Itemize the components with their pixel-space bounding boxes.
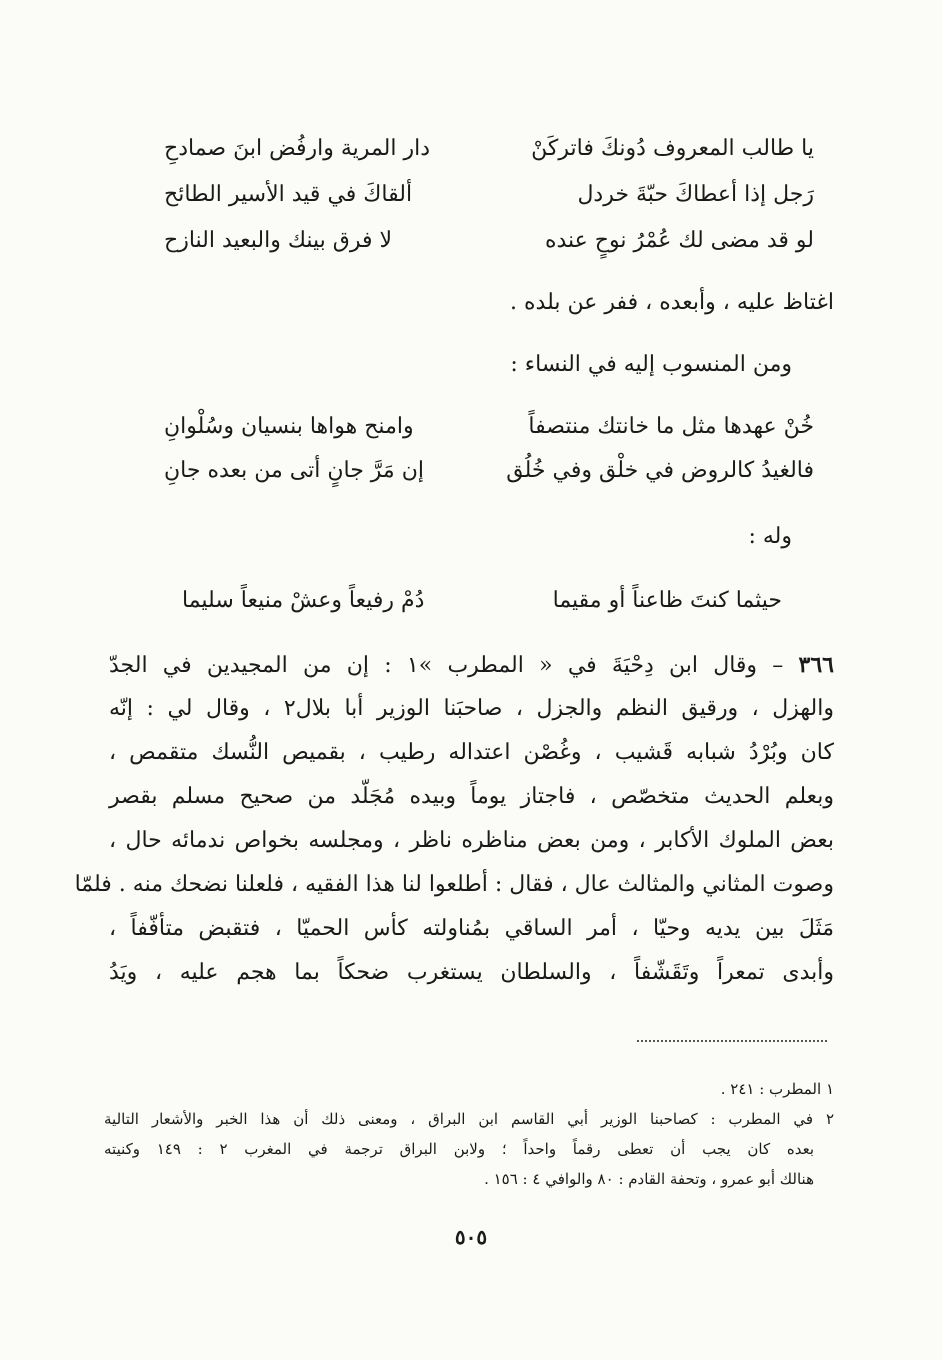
footnote-2-cont: بعده كان يجب أن تعطى رقماً واحداً ؛ ولابن البراق ترجمة في المغرب ٢ : ١٤٩ وكنيته bbox=[104, 1140, 814, 1158]
page-number: ٥٠٥ bbox=[454, 1225, 488, 1249]
paragraph-line: وأبدى تمعراً وتَقَشّفاً ، والسلطان يستغرب ضحكاً بما هجم عليه ، ويَدُ bbox=[109, 960, 834, 985]
poem1-verse-2 bbox=[164, 182, 814, 222]
poem1-verse-1 bbox=[164, 136, 814, 176]
hemistich-second: إن مَرَّ جانٍ أتى من بعده جانِ bbox=[164, 458, 424, 483]
hemistich-first: فالغيدُ كالروض في خلْق وفي خُلُق bbox=[506, 458, 814, 483]
hemistich-first: لو قد مضى لك عُمْرُ نوحٍ عنده bbox=[544, 228, 814, 253]
paragraph-text: – وقال ابن دِحْيَةَ في « المطرب »١ : إن من المجيدين في الجدّ bbox=[109, 653, 784, 678]
prose-line: ومن المنسوب إليه في النساء : bbox=[510, 352, 792, 377]
paragraph-number: ٣٦٦ bbox=[798, 652, 834, 678]
hemistich-first: يا طالب المعروف دُونكَ فاتركَنْ bbox=[531, 136, 814, 161]
hemistich-second: دُمْ رفيعاً وعشْ منيعاً سليما bbox=[182, 588, 425, 613]
poem2-verse-2 bbox=[164, 458, 814, 498]
paragraph-line: بعض الملوك الأكابر ، ومن بعض مناظره ناظر ، ومجلسه بخواص ندمائه حال ، bbox=[109, 828, 834, 853]
footnote-2-cont: هنالك أبو عمرو ، وتحفة القادم : ٨٠ والوافي ٤ : ١٥٦ . bbox=[484, 1170, 814, 1188]
hemistich-second: دار المرية وارفُض ابنَ صمادحِ bbox=[164, 136, 431, 161]
paragraph-line: كان وبُرْدُ شبابه قَشيب ، وغُصْن اعتداله رطيب ، بقميص النُّسك متقمص ، bbox=[109, 740, 834, 765]
poem2-verse-1 bbox=[164, 414, 814, 454]
hemistich-first: خُنْ عهدها مثل ما خانتك منتصفاً bbox=[528, 414, 814, 439]
prose-line: وله : bbox=[748, 524, 792, 549]
hemistich-second: لا فرق بينك والبعيد النازح bbox=[164, 228, 393, 253]
footnote-1: ١ المطرب : ٢٤١ . bbox=[720, 1080, 834, 1098]
paragraph-line bbox=[109, 652, 834, 678]
prose-line: اغتاظ عليه ، وأبعده ، ففر عن بلده . bbox=[510, 290, 834, 315]
paragraph-line: وصوت المثاني والمثالث عال ، فقال : أطلعوا لنا هذا الفقيه ، فلعلنا نضحك منه . فلمّا bbox=[74, 872, 834, 897]
paragraph-line: وبعلم الحديث متخصّص ، فاجتاز يوماً وبيده مُجَلّد من صحيح مسلم بقصر bbox=[109, 784, 834, 809]
paragraph-line: مَثَلَ بين يديه وحيّا ، أمر الساقي بمُناولته كأس الحميّا ، فتقبض متأفّفاً ، bbox=[109, 916, 834, 941]
hemistich-first: رَجل إذا أعطاكَ حبّةَ خردل bbox=[577, 182, 814, 207]
footnote-separator bbox=[637, 1040, 827, 1042]
hemistich-second: ألقاكَ في قيد الأسير الطائح bbox=[164, 182, 413, 207]
footnote-2: ٢ في المطرب : كصاحبنا الوزير أبي القاسم ابن البراق ، ومعنى ذلك أن هذا الخبر والأشعار التالية bbox=[104, 1110, 834, 1128]
hemistich-first: حيثما كنتَ ظاعناً أو مقيما bbox=[552, 588, 782, 613]
poem1-verse-3 bbox=[164, 228, 814, 268]
hemistich-second: وامنح هواها بنسيان وسُلْوانِ bbox=[164, 414, 414, 439]
paragraph-line: والهزل ، ورقيق النظم والجزل ، صاحبَنا الوزير أبا بلال٢ ، وقال لي : إنّه bbox=[109, 696, 834, 721]
